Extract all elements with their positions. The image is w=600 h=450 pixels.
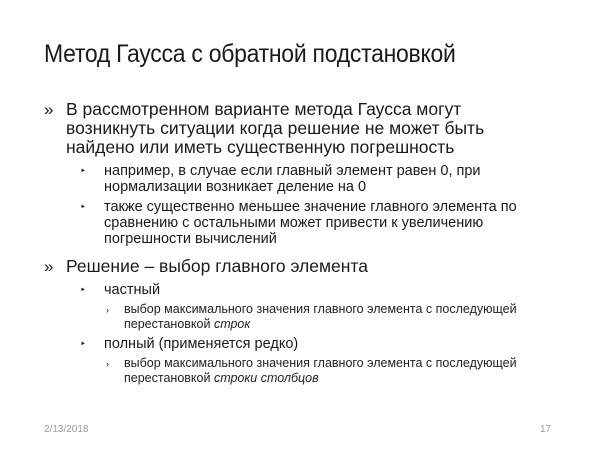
subbullet-zero-pivot — [44, 163, 584, 195]
footer-page-number: 17 — [540, 424, 552, 435]
bullet-marker-icon: » — [44, 100, 54, 119]
footer-date: 2/13/2018 — [44, 424, 89, 435]
subbullet-text-line: также существенно меньшее значение главного элемента по — [104, 199, 517, 215]
subbullet-text-line: например, в случае если главный элемент равен 0, при — [104, 163, 481, 179]
subbullet-marker-icon: ‣ — [80, 202, 86, 213]
text-span: перестановкой — [124, 317, 214, 331]
bullet-text-line: возникнуть ситуации когда решение не может быть — [66, 118, 485, 138]
slide-body — [44, 100, 584, 389]
subbullet-marker-icon: ‣ — [80, 339, 86, 350]
subbullet-partial — [44, 282, 584, 298]
emphasis-text: строки столбцов — [213, 371, 319, 385]
subsubbullet-text-line — [124, 317, 584, 332]
subbullet-small-pivot — [44, 199, 584, 247]
bullet-gauss-issues — [44, 100, 584, 157]
text-span: перестановкой — [124, 371, 214, 385]
subbullet-marker-icon: ‣ — [80, 285, 86, 296]
bullet-text-line: найдено или иметь существенную погрешность — [66, 137, 455, 157]
emphasis-text: строк — [213, 317, 251, 331]
subsubbullet-partial-item — [44, 302, 584, 332]
subbullet-full — [44, 336, 584, 352]
subsubbullet-text-line: выбор максимального значения главного элемента с последующей — [124, 356, 517, 370]
bullet-marker-icon: » — [44, 257, 54, 276]
subbullet-marker-icon: ‣ — [80, 166, 86, 177]
subbullet-text-line: нормализации возникает деление на 0 — [104, 179, 367, 195]
slide-title: Метод Гаусса с обратной подстановкой — [44, 40, 456, 68]
subbullet-text-line: частный — [104, 282, 161, 298]
subbullet-text-line: погрешности вычислений — [104, 231, 277, 247]
bullet-text-line: В рассмотренном варианте метода Гаусса могут — [66, 99, 462, 119]
subsubbullet-marker-icon: › — [106, 359, 109, 369]
bullet-solution — [44, 257, 584, 276]
subsubbullet-full-item — [44, 356, 584, 386]
subbullet-text-line: полный (применяется редко) — [104, 336, 299, 352]
subsubbullet-marker-icon: › — [106, 305, 109, 315]
bullet-text-line: Решение – выбор главного элемента — [66, 256, 368, 276]
subsubbullet-text-line: выбор максимального значения главного элемента с последующей — [124, 302, 517, 316]
subbullet-text-line: сравнению с остальными может привести к увеличению — [104, 215, 484, 231]
subsubbullet-text-line — [124, 371, 584, 386]
